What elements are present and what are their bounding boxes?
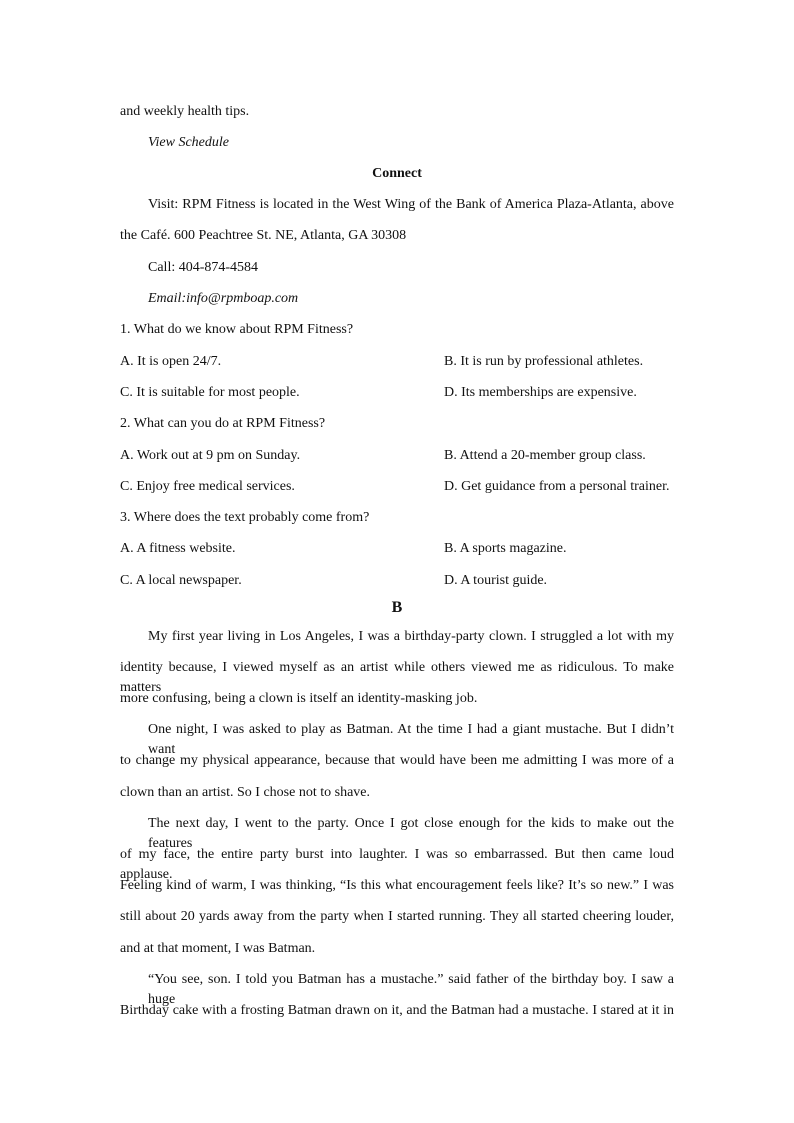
visit-text-line-1: Visit: RPM Fitness is located in the West Wing of the Bank of America Plaza-Atlanta, above bbox=[148, 197, 674, 212]
passage-line: Feeling kind of warm, I was thinking, “Is this what encouragement feels like? It’s so new.” I was bbox=[120, 878, 674, 893]
question-1-option-c: C. It is suitable for most people. bbox=[120, 385, 300, 400]
passage-line: Birthday cake with a frosting Batman drawn on it, and the Batman had a mustache. I stared at it in bbox=[120, 1003, 674, 1018]
passage-line: The next day, I went to the party. Once I got close enough for the kids to make out the features bbox=[148, 816, 674, 851]
question-3-option-d: D. A tourist guide. bbox=[444, 573, 548, 588]
passage-line: identity because, I viewed myself as an artist while others viewed me as ridiculous. To make matters bbox=[120, 660, 674, 695]
passage-line: more confusing, being a clown is itself an identity-masking job. bbox=[120, 691, 478, 706]
view-schedule-link[interactable]: View Schedule bbox=[148, 135, 229, 150]
connect-heading: Connect bbox=[372, 166, 422, 181]
question-2-option-d: D. Get guidance from a personal trainer. bbox=[444, 479, 670, 494]
visit-text-line-2: the Café. 600 Peachtree St. NE, Atlanta, GA 30308 bbox=[120, 228, 407, 243]
question-3-option-b: B. A sports magazine. bbox=[444, 541, 567, 556]
email-text[interactable]: Email:info@rpmboap.com bbox=[148, 291, 299, 306]
question-3-option-c: C. A local newspaper. bbox=[120, 573, 242, 588]
question-1-option-b: B. It is run by professional athletes. bbox=[444, 354, 644, 369]
question-2-option-a: A. Work out at 9 pm on Sunday. bbox=[120, 448, 301, 463]
intro-tail-text: and weekly health tips. bbox=[120, 104, 250, 119]
passage-line: “You see, son. I told you Batman has a mustache.” said father of the birthday boy. I saw a huge bbox=[148, 972, 674, 1007]
question-1-option-d: D. Its memberships are expensive. bbox=[444, 385, 637, 400]
question-2-stem: 2. What can you do at RPM Fitness? bbox=[120, 416, 326, 431]
call-text: Call: 404-874-4584 bbox=[148, 260, 259, 275]
question-2-option-c: C. Enjoy free medical services. bbox=[120, 479, 295, 494]
section-b-heading: B bbox=[391, 599, 403, 616]
passage-line: to change my physical appearance, because that would have been me admitting I was more of a bbox=[120, 753, 674, 768]
passage-line: of my face, the entire party burst into laughter. I was so embarrassed. But then came loud applause. bbox=[120, 847, 674, 882]
passage-line: clown than an artist. So I chose not to shave. bbox=[120, 785, 371, 800]
question-3-option-a: A. A fitness website. bbox=[120, 541, 236, 556]
question-2-option-b: B. Attend a 20-member group class. bbox=[444, 448, 646, 463]
passage-line: One night, I was asked to play as Batman. At the time I had a giant mustache. But I didn’t want bbox=[148, 722, 674, 757]
question-1-option-a: A. It is open 24/7. bbox=[120, 354, 222, 369]
passage-line: still about 20 yards away from the party when I started running. They all started cheering louder, bbox=[120, 909, 674, 924]
passage-line: and at that moment, I was Batman. bbox=[120, 941, 316, 956]
question-1-stem: 1. What do we know about RPM Fitness? bbox=[120, 322, 354, 337]
question-3-stem: 3. Where does the text probably come from? bbox=[120, 510, 370, 525]
passage-line: My first year living in Los Angeles, I was a birthday-party clown. I struggled a lot with my bbox=[148, 629, 674, 644]
